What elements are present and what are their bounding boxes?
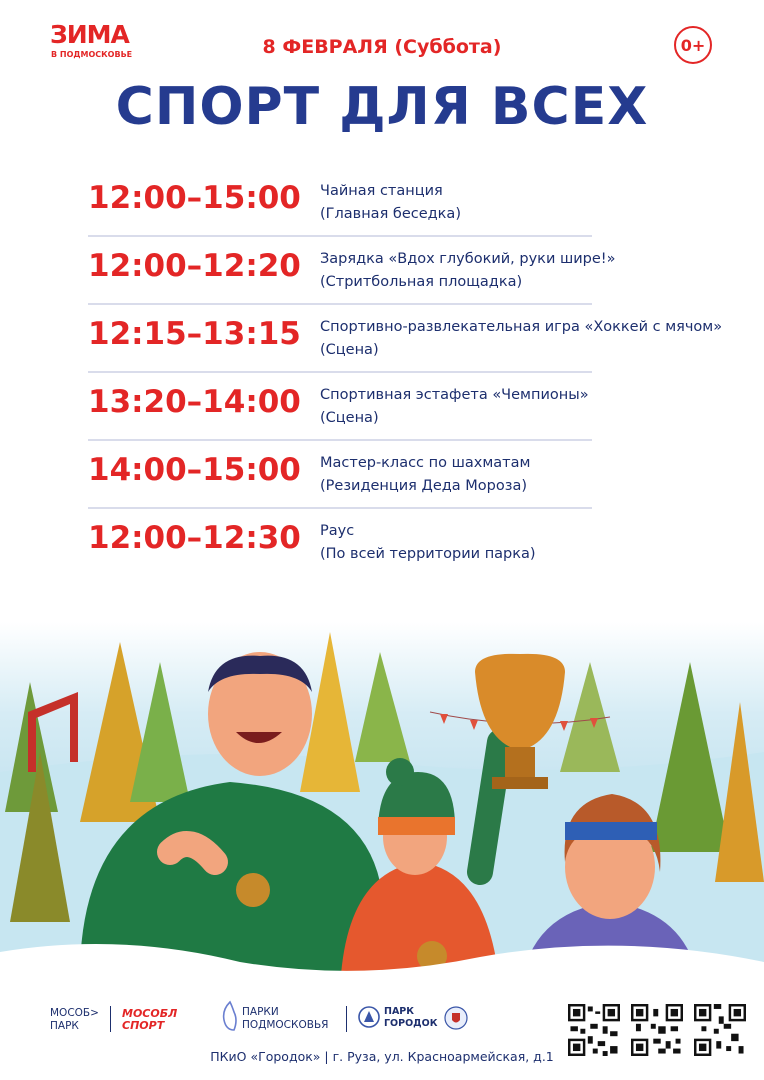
schedule-time: 12:00–12:30 — [88, 520, 301, 556]
event-title: Спортивно-развлекательная игра «Хоккей с мячом» — [320, 319, 723, 335]
event-date: 8 ФЕВРАЛЯ (Суббота) — [262, 36, 502, 58]
age-rating-badge: 0+ — [674, 26, 712, 64]
ruza-emblem-icon — [444, 1006, 468, 1030]
event-place: (Главная беседка) — [320, 206, 461, 222]
mosoblpark-line2: ПАРК — [50, 1020, 79, 1032]
schedule-time: 12:00–12:20 — [88, 248, 301, 284]
schedule-row — [88, 168, 764, 236]
schedule-event — [320, 384, 589, 430]
schedule-time: 12:00–15:00 — [88, 180, 301, 216]
schedule-time: 12:15–13:15 — [88, 316, 301, 352]
event-title: Спортивная эстафета «Чемпионы» — [320, 387, 589, 403]
mosoblpark-line1: МОСОБ> — [50, 1007, 99, 1019]
event-place: (Резиденция Деда Мороза) — [320, 478, 527, 494]
schedule-row — [88, 508, 764, 576]
mosoblpark-logo — [50, 1007, 99, 1033]
schedule-row — [88, 304, 764, 372]
gorodok-icon — [358, 1006, 380, 1028]
event-place: (Сцена) — [320, 410, 379, 426]
parks-icon — [220, 1000, 240, 1032]
schedule-event — [320, 248, 615, 294]
winter-sports-illustration — [0, 622, 764, 990]
parks-podmoskovya-logo — [242, 1006, 328, 1032]
schedule-time: 13:20–14:00 — [88, 384, 301, 420]
event-title: Раус — [320, 523, 355, 539]
parks-line1: ПАРКИ — [242, 1006, 279, 1018]
gorodok-line1: ПАРК — [384, 1006, 415, 1017]
zima-logo: ЗИМА — [50, 20, 129, 49]
separator — [110, 1006, 111, 1032]
park-gorodok-logo — [384, 1006, 437, 1030]
schedule-event — [320, 180, 461, 226]
venue-address: ПКиО «Городок» | г. Руза, ул. Красноармейская, д.1 — [210, 1049, 554, 1064]
schedule-row — [88, 236, 764, 304]
mosoblsport-logo: МОСОБЛ СПОРТ — [122, 1007, 178, 1032]
event-place: (Стритбольная площадка) — [320, 274, 523, 290]
zima-logo-subtitle: В ПОДМОСКОВЬЕ — [51, 50, 133, 59]
event-title: Зарядка «Вдох глубокий, руки шире!» — [320, 251, 616, 267]
schedule-time: 14:00–15:00 — [88, 452, 301, 488]
event-place: (Сцена) — [320, 342, 379, 358]
schedule-event — [320, 520, 536, 566]
separator — [346, 1006, 347, 1032]
schedule-row — [88, 372, 764, 440]
schedule-event — [320, 316, 722, 362]
event-title: Чайная станция — [320, 183, 443, 199]
parks-line2: ПОДМОСКОВЬЯ — [242, 1019, 329, 1031]
schedule-list — [88, 168, 764, 576]
gorodok-line2: ГОРОДОК — [384, 1018, 438, 1029]
schedule-event — [320, 452, 530, 498]
schedule-row — [88, 440, 764, 508]
page-title: СПОРТ ДЛЯ ВСЕХ — [115, 77, 649, 137]
event-place: (По всей территории парка) — [320, 546, 536, 562]
event-title: Мастер-класс по шахматам — [320, 455, 531, 471]
